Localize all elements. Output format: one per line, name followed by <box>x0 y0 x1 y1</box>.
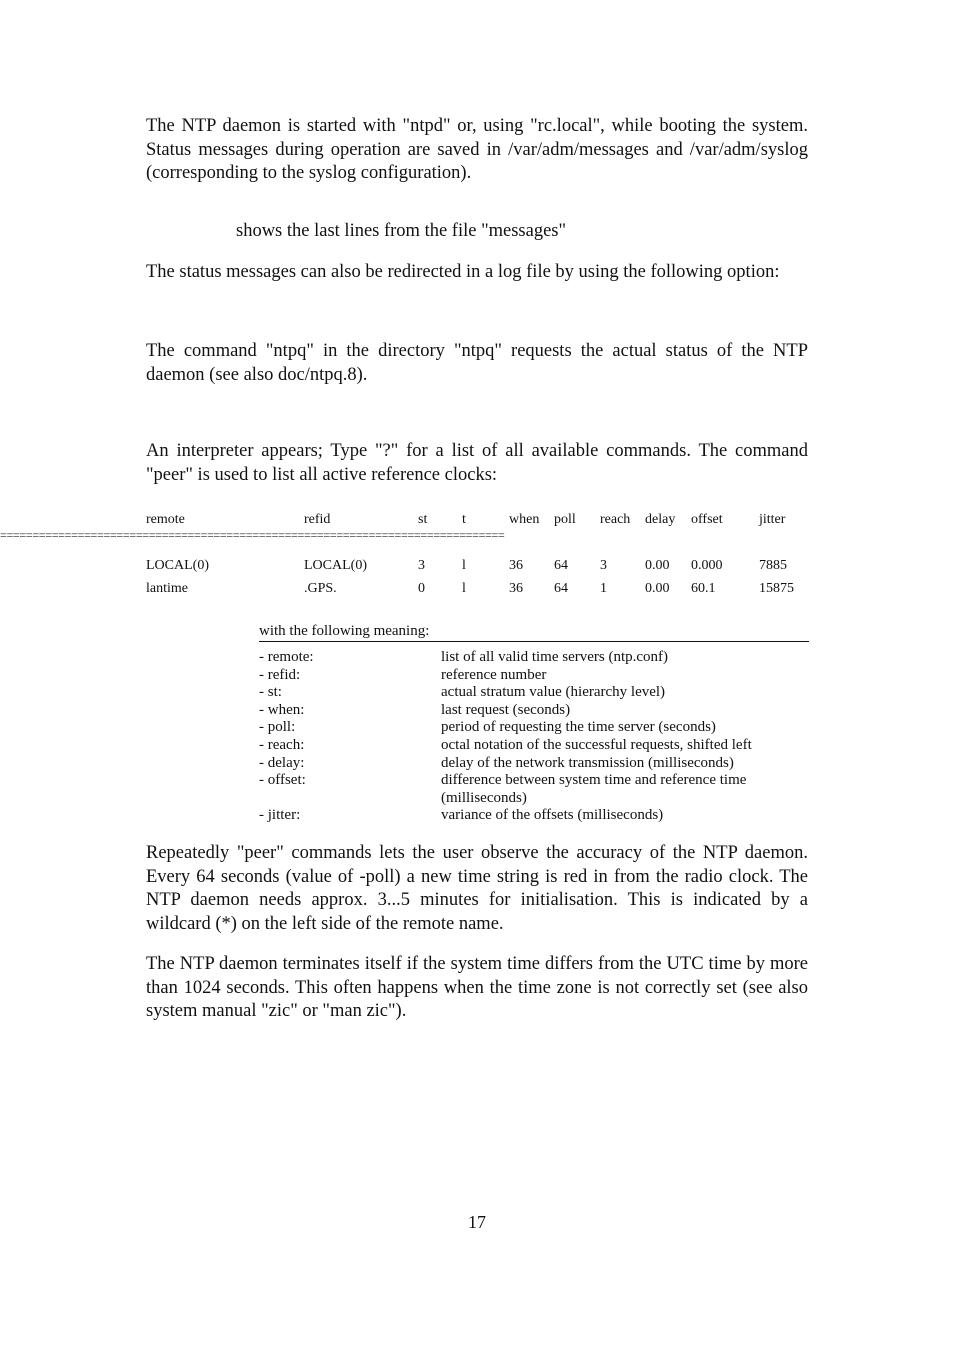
redirect-paragraph: The status messages can also be redirected in a log file by using the following option: <box>146 262 780 282</box>
table-row <box>146 581 806 599</box>
list-item <box>259 737 809 755</box>
header-offset: offset <box>691 512 723 527</box>
meaning-key: - poll: <box>259 719 296 736</box>
cell-when: 36 <box>509 558 523 573</box>
terminate-paragraph: The NTP daemon terminates itself if the system time differs from the UTC time by more than 1024 seconds. This often happens when the time zone is not correctly set (see also system manual "zic" or "man zic"). <box>146 954 808 1021</box>
header-st: st <box>418 512 428 527</box>
cell-reach: 3 <box>600 558 607 573</box>
header-jitter: jitter <box>759 512 786 527</box>
list-item <box>259 772 809 807</box>
cell-delay: 0.00 <box>645 558 670 573</box>
cell-remote: lantime <box>146 581 188 596</box>
meaning-key: - when: <box>259 701 305 718</box>
list-item <box>259 649 809 667</box>
cell-reach: 1 <box>600 581 607 596</box>
cell-when: 36 <box>509 581 523 596</box>
meaning-key: - delay: <box>259 754 305 771</box>
meaning-key: - st: <box>259 684 282 701</box>
header-delay: delay <box>645 512 676 527</box>
cell-delay: 0.00 <box>645 581 670 596</box>
cell-offset: 0.000 <box>691 558 723 573</box>
cell-refid: LOCAL(0) <box>304 558 367 573</box>
meaning-value: period of requesting the time server (seconds) <box>441 719 716 736</box>
header-refid: refid <box>304 512 331 527</box>
meaning-key: - offset: <box>259 772 306 789</box>
meaning-value: difference between system time and reference time (milliseconds) <box>441 772 747 806</box>
list-item <box>259 667 809 685</box>
cell-refid: .GPS. <box>304 581 337 596</box>
page-number: 17 <box>468 1212 486 1232</box>
meaning-key: - jitter: <box>259 807 301 824</box>
table-separator: ============================================================================== <box>0 528 505 542</box>
cell-jitter: 15875 <box>759 581 794 596</box>
meaning-value: reference number <box>441 666 547 683</box>
cell-jitter: 7885 <box>759 558 787 573</box>
meaning-value: last request (seconds) <box>441 701 571 718</box>
header-remote: remote <box>146 512 185 527</box>
cell-poll: 64 <box>554 558 568 573</box>
list-item <box>259 755 809 773</box>
messages-note: shows the last lines from the file "messages" <box>236 221 567 241</box>
list-item <box>259 702 809 720</box>
cell-offset: 60.1 <box>691 581 716 596</box>
list-item <box>259 684 809 702</box>
cell-remote: LOCAL(0) <box>146 558 209 573</box>
cell-st: 0 <box>418 581 425 596</box>
meaning-list <box>259 622 809 825</box>
header-when: when <box>509 512 540 527</box>
peer-commands-paragraph: Repeatedly "peer" commands lets the user observe the accuracy of the NTP daemon. Every 64 seconds (value of -poll) a new time string is red in from the radio clock. The NTP daemon needs approx. 3...5 minutes for initialisation. This is indicated by a wildcard (*) on the left side of the remote name. <box>146 843 808 934</box>
cell-t: l <box>462 581 466 596</box>
table-row <box>146 558 806 576</box>
meaning-key: - reach: <box>259 736 305 753</box>
meaning-key: - remote: <box>259 649 314 665</box>
meaning-value: variance of the offsets (milliseconds) <box>441 807 664 824</box>
cell-st: 3 <box>418 558 425 573</box>
list-item <box>259 719 809 737</box>
cell-t: l <box>462 558 466 573</box>
header-reach: reach <box>600 512 631 527</box>
header-t: t <box>462 512 466 527</box>
meaning-value: list of all valid time servers (ntp.conf) <box>441 649 669 665</box>
meaning-value: delay of the network transmission (milliseconds) <box>441 754 734 771</box>
meaning-heading: with the following meaning: <box>259 622 809 642</box>
meaning-value: actual stratum value (hierarchy level) <box>441 684 666 701</box>
list-item <box>259 807 809 825</box>
ntpq-paragraph: The command "ntpq" in the directory "ntpq" requests the actual status of the NTP daemon (see also doc/ntpq.8). <box>146 341 808 385</box>
interpreter-paragraph: An interpreter appears; Type "?" for a list of all available commands. The command "peer" is used to list all active reference clocks: <box>146 441 808 485</box>
meaning-value: octal notation of the successful requests, shifted left <box>441 736 752 753</box>
cell-poll: 64 <box>554 581 568 596</box>
intro-paragraph: The NTP daemon is started with "ntpd" or, using "rc.local", while booting the system. Status messages during operation are saved in /var/adm/messages and /var/adm/syslog (corresponding to the syslog configuration). <box>146 116 808 183</box>
meaning-key: - refid: <box>259 666 301 683</box>
header-poll: poll <box>554 512 576 527</box>
